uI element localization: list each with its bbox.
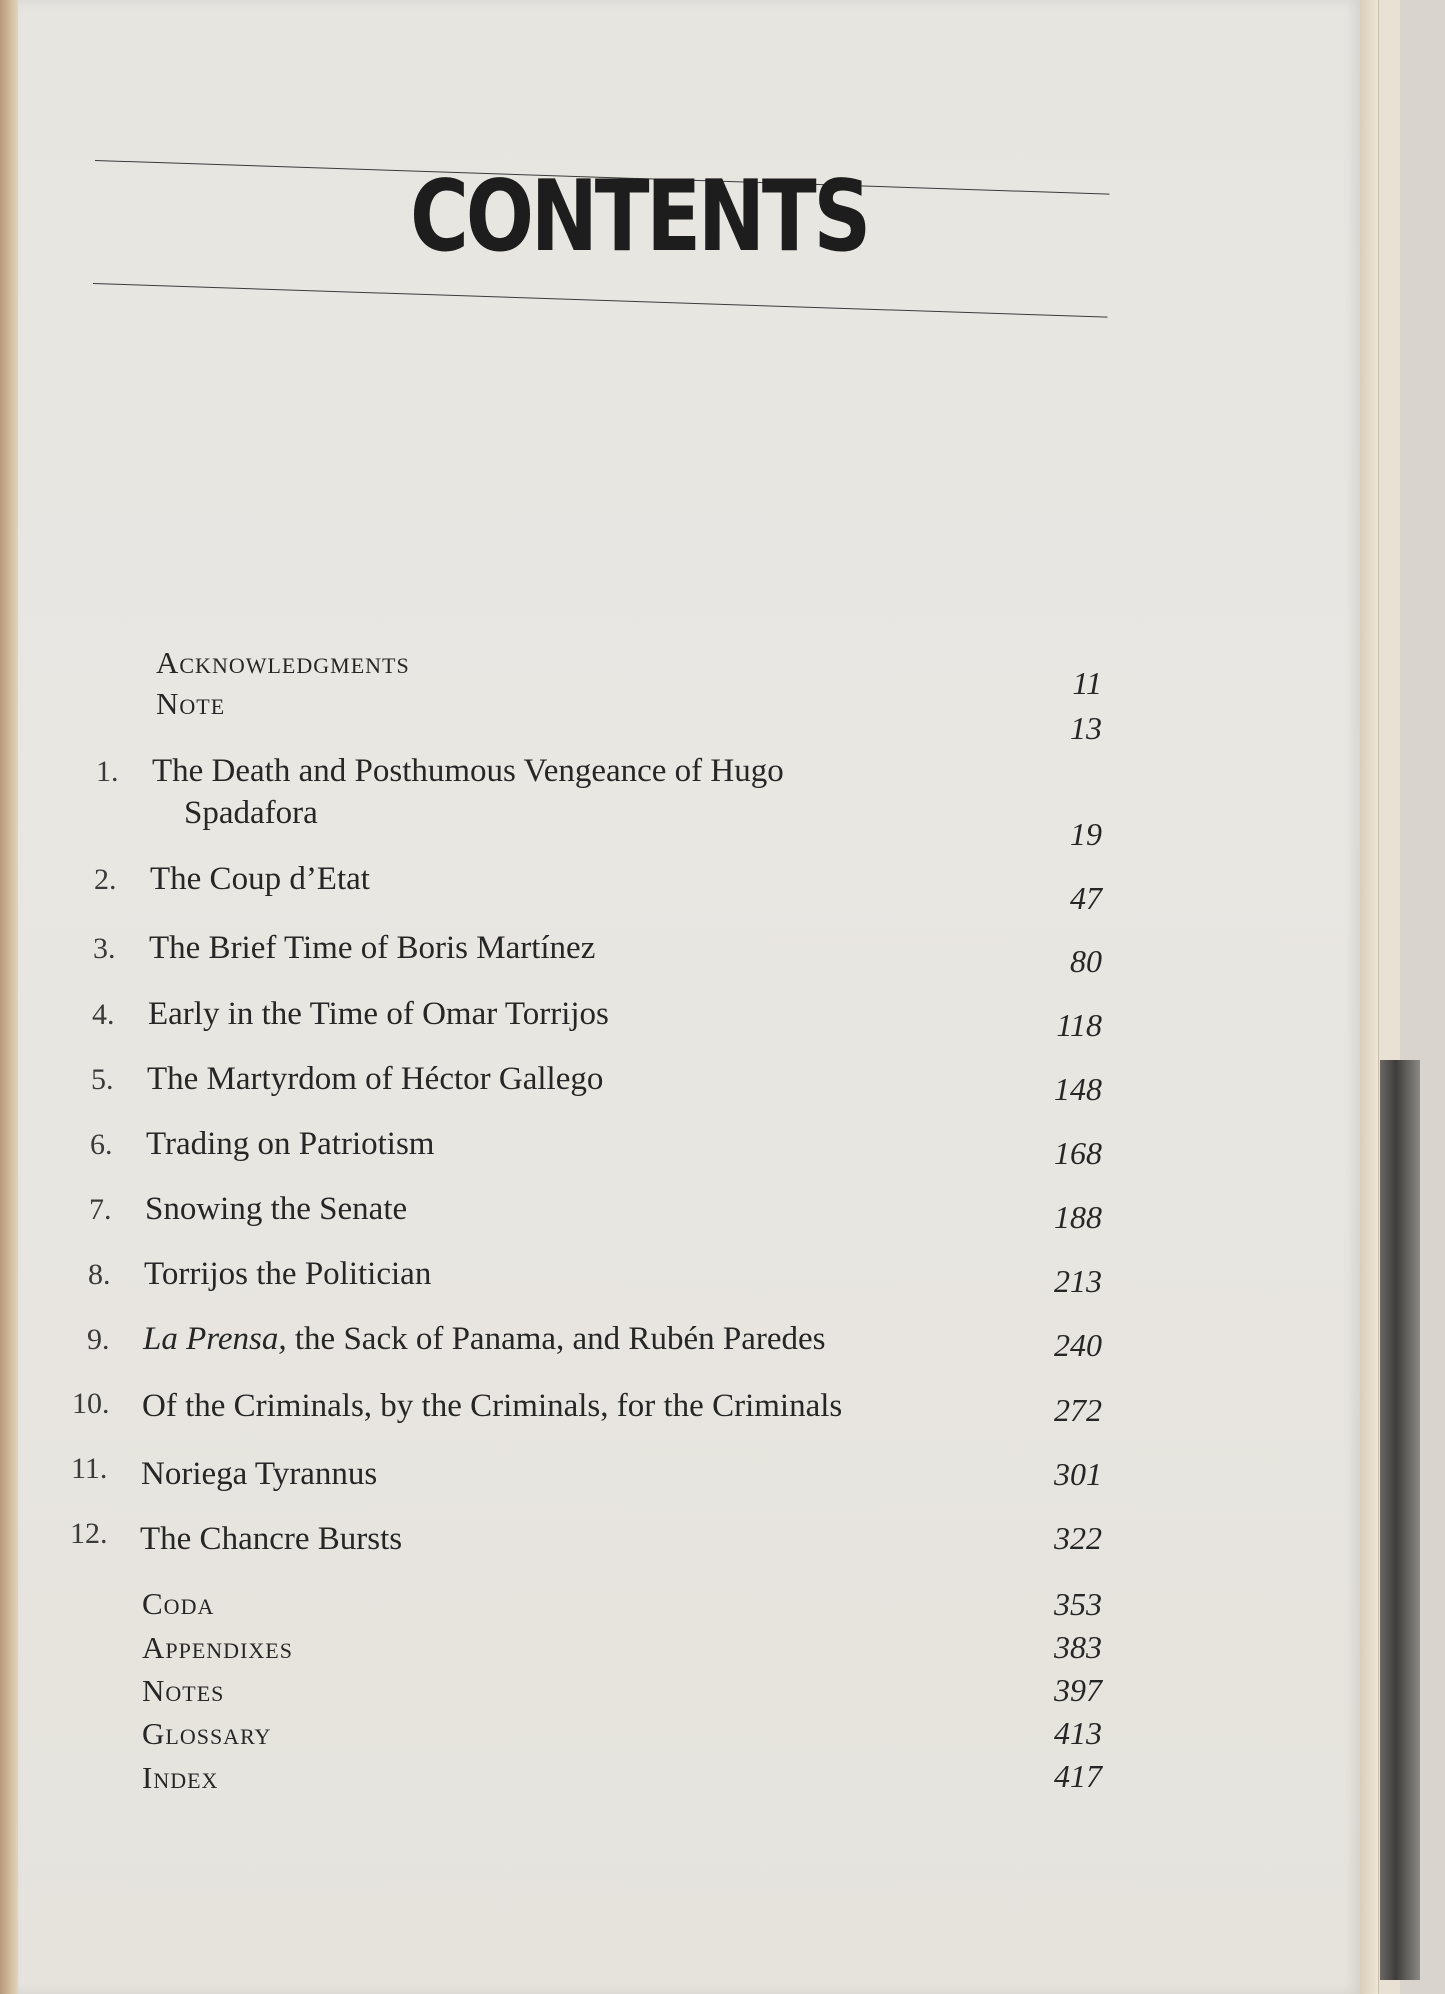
toc-page-note: 13 xyxy=(1070,710,1102,746)
toc-page-notes: 397 xyxy=(1054,1672,1102,1708)
toc-page-acknowledgments: 11 xyxy=(1072,665,1102,701)
chapter-title-rest: the Sack of Panama, and Rubén Paredes xyxy=(286,1321,826,1357)
chapter-title: Noriega Tyrannus xyxy=(141,1456,378,1492)
chapter-title: Trading on Patriotism xyxy=(146,1126,435,1162)
chapter-title-italic: La Prensa, xyxy=(143,1321,287,1357)
chapter-title xyxy=(143,1323,825,1356)
page-title: CONTENTS xyxy=(410,160,868,274)
chapter-number: 4. xyxy=(92,998,115,1031)
chapter-page: 188 xyxy=(1054,1199,1102,1235)
chapter-page: 322 xyxy=(1054,1520,1102,1556)
chapter-number: 6. xyxy=(90,1128,113,1161)
chapter-page: 148 xyxy=(1054,1071,1102,1107)
chapter-page: 240 xyxy=(1054,1327,1102,1363)
toc-page-coda: 353 xyxy=(1054,1586,1102,1622)
chapter-title: The Martyrdom of Héctor Gallego xyxy=(147,1061,604,1097)
chapter-number: 2. xyxy=(94,863,117,896)
chapter-title: The Chancre Bursts xyxy=(140,1521,403,1557)
chapter-number: 3. xyxy=(93,932,116,965)
chapter-page: 19 xyxy=(1070,816,1102,852)
chapter-number: 5. xyxy=(91,1063,114,1096)
chapter-title-continued: Spadafora xyxy=(184,795,318,831)
chapter-title: The Brief Time of Boris Martínez xyxy=(149,930,596,966)
toc-entry-note: Note xyxy=(156,686,226,721)
chapter-title: Early in the Time of Omar Torrijos xyxy=(148,996,609,1032)
toc-page-appendixes: 383 xyxy=(1054,1629,1102,1665)
toc-entry-glossary: Glossary xyxy=(142,1716,272,1751)
chapter-title: The Coup d’Etat xyxy=(150,861,370,897)
chapter-number: 9. xyxy=(87,1323,110,1356)
chapter-title: Torrijos the Politician xyxy=(144,1256,432,1292)
chapter-number: 11. xyxy=(71,1452,108,1485)
chapter-number: 12. xyxy=(70,1517,108,1550)
chapter-title: Snowing the Senate xyxy=(145,1191,408,1227)
chapter-number: 8. xyxy=(88,1258,111,1291)
toc-page-glossary: 413 xyxy=(1054,1715,1102,1751)
toc-page-index: 417 xyxy=(1054,1758,1102,1794)
chapter-number: 7. xyxy=(89,1193,112,1226)
chapter-title: The Death and Posthumous Vengeance of Hugo xyxy=(152,753,784,789)
toc-entry-acknowledgments: Acknowledgments xyxy=(156,645,410,680)
chapter-page: 213 xyxy=(1054,1263,1102,1299)
chapter-page: 301 xyxy=(1054,1456,1102,1492)
chapter-page: 80 xyxy=(1070,943,1102,979)
chapter-title: Of the Criminals, by the Criminals, for the Criminals xyxy=(142,1388,843,1424)
toc-entry-appendixes: Appendixes xyxy=(142,1630,293,1665)
chapter-page: 168 xyxy=(1054,1135,1102,1171)
chapter-page: 47 xyxy=(1070,880,1102,916)
chapter-number: 10. xyxy=(72,1387,110,1420)
page-edge xyxy=(1360,0,1378,1994)
adjacent-page-photo-edge xyxy=(1380,1060,1420,1980)
toc-entry-notes: Notes xyxy=(142,1673,225,1708)
toc-entry-coda: Coda xyxy=(142,1586,215,1621)
toc-entry-index: Index xyxy=(142,1760,219,1795)
chapter-number: 1. xyxy=(96,755,119,788)
chapter-page: 272 xyxy=(1054,1392,1102,1428)
chapter-page: 118 xyxy=(1056,1007,1102,1043)
